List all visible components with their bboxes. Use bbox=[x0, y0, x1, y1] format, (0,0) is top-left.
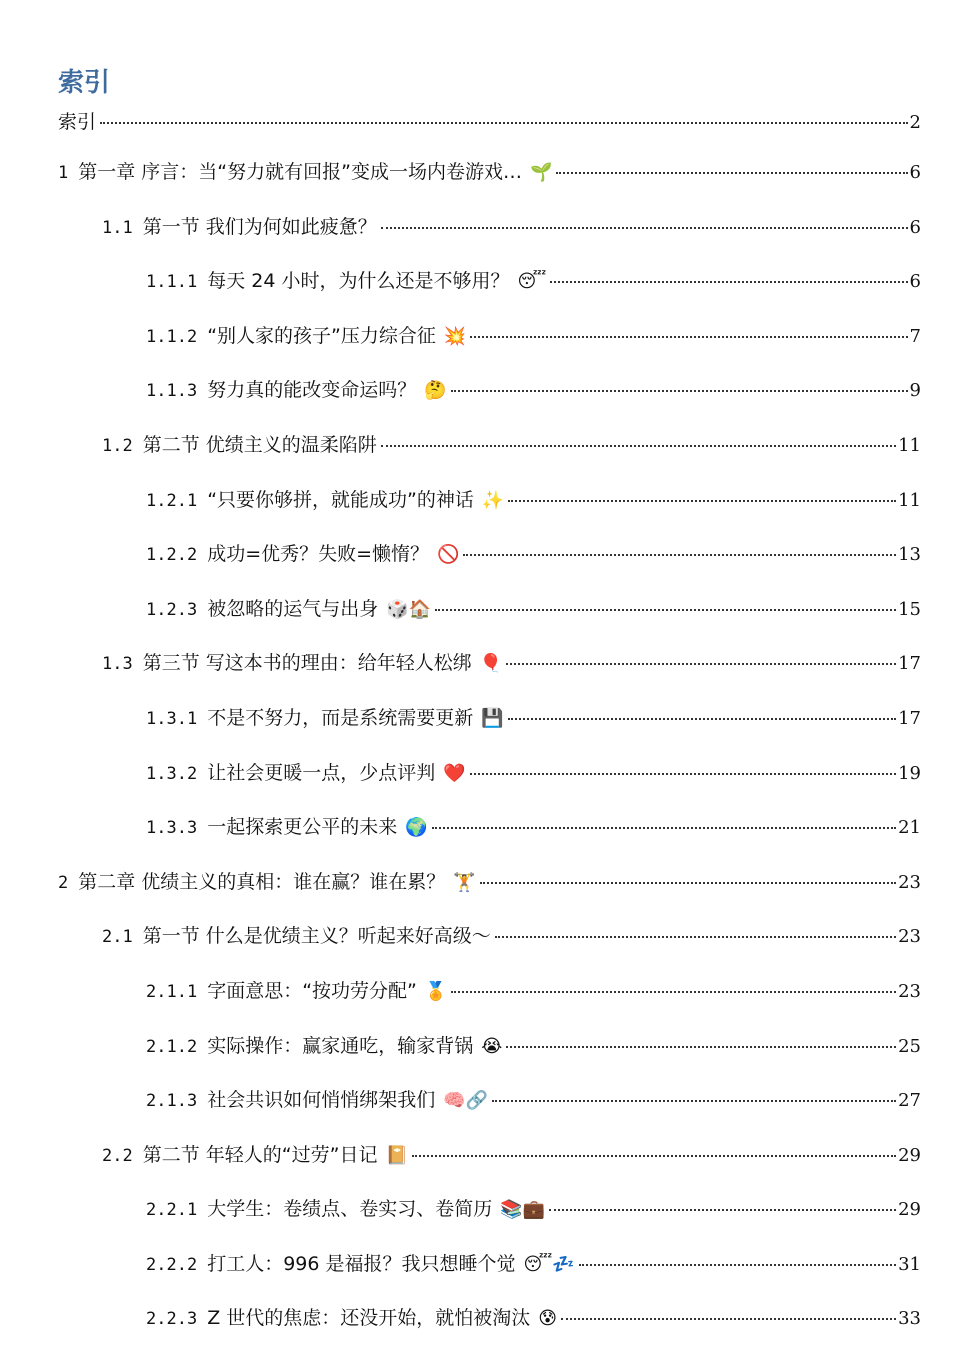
toc-entry-title: 第一章 序言：当“努力就有回报”变成一场内卷游戏… bbox=[78, 161, 522, 183]
toc-entry-number: 2.1.3 bbox=[146, 1091, 198, 1112]
toc-entry-number: 2.2.3 bbox=[146, 1309, 198, 1330]
toc-entry-title: 不是不努力，而是系统需要更新 bbox=[207, 706, 474, 729]
dot-leader bbox=[451, 990, 896, 993]
toc-entry-number: 2.1.2 bbox=[146, 1036, 198, 1057]
toc-entry[interactable] bbox=[0, 974, 979, 1029]
toc-entry-title: 成功=优秀？失败=懒惰？ bbox=[207, 543, 430, 566]
toc-entry-number: 1.1.2 bbox=[146, 326, 198, 347]
toc-entry-number: 1.1.1 bbox=[146, 272, 198, 293]
toc-entry-title: 每天 24 小时，为什么还是不够用？ bbox=[207, 270, 510, 293]
toc-entry[interactable] bbox=[0, 537, 979, 592]
toc-entry[interactable] bbox=[0, 428, 979, 483]
dot-leader bbox=[463, 553, 896, 556]
dot-leader bbox=[381, 444, 896, 447]
dot-leader bbox=[495, 935, 896, 938]
dot-leader bbox=[550, 280, 907, 283]
toc-entry-title: 努力真的能改变命运吗？ bbox=[207, 379, 417, 402]
dot-leader bbox=[381, 226, 908, 229]
toc-entry[interactable] bbox=[0, 701, 979, 756]
toc-entry[interactable] bbox=[0, 264, 979, 319]
toc-entry-title: 第二节 年轻人的“过劳”日记 bbox=[142, 1143, 378, 1166]
toc-entry[interactable] bbox=[0, 210, 979, 265]
dot-leader bbox=[470, 335, 907, 338]
dot-leader bbox=[100, 121, 908, 124]
toc-entry[interactable] bbox=[0, 1301, 979, 1356]
toc-entry-page: 25 bbox=[898, 1035, 921, 1057]
toc-entry-title: 第三节 写这本书的理由：给年轻人松绑 bbox=[142, 652, 472, 675]
toc-entry-number: 1.2.3 bbox=[146, 599, 198, 620]
dot-leader bbox=[435, 608, 896, 611]
toc-entry-page: 7 bbox=[909, 325, 921, 347]
dot-leader bbox=[432, 826, 896, 829]
toc-entry-number: 1.2 bbox=[102, 435, 133, 456]
dot-leader bbox=[480, 881, 896, 884]
toc-entry-page: 23 bbox=[898, 926, 921, 948]
dot-leader bbox=[508, 499, 896, 502]
toc-entry-title: 第一节 我们为何如此疲惫？ bbox=[142, 215, 377, 238]
toc-entry-title: 第二节 优绩主义的温柔陷阱 bbox=[142, 433, 377, 456]
toc-entry-page: 15 bbox=[898, 598, 921, 620]
toc-entry-title: 一起探索更公平的未来 bbox=[207, 816, 398, 839]
toc-entry[interactable] bbox=[0, 1247, 979, 1302]
toc-entry[interactable] bbox=[0, 592, 979, 647]
toc-entry-title: 社会共识如何悄悄绑架我们 bbox=[207, 1089, 436, 1112]
toc-entry-page: 9 bbox=[909, 380, 921, 402]
emoji-icon: 🎈 bbox=[479, 653, 503, 675]
toc-entry-number: 2.2.1 bbox=[146, 1200, 198, 1221]
toc-entry-page: 19 bbox=[898, 762, 921, 784]
toc-entry-number: 1 bbox=[58, 163, 69, 183]
emoji-icon: 💾 bbox=[481, 707, 504, 729]
toc-entry-number: 1.3 bbox=[102, 654, 133, 675]
toc-entry[interactable] bbox=[0, 919, 979, 974]
toc-entry-title: “别人家的孩子”压力综合征 bbox=[207, 324, 436, 347]
emoji-icon: 🌱 bbox=[529, 162, 553, 183]
toc-entry[interactable] bbox=[0, 319, 979, 374]
toc-entry-page: 6 bbox=[909, 162, 921, 183]
toc-entry-page: 29 bbox=[898, 1144, 921, 1166]
dot-leader bbox=[506, 662, 896, 665]
toc-entry-page: 2 bbox=[909, 112, 921, 133]
toc-entry-page: 21 bbox=[898, 817, 921, 839]
toc-entry-number: 2 bbox=[58, 872, 69, 893]
dot-leader bbox=[492, 1099, 896, 1102]
emoji-icon: ❤️ bbox=[443, 762, 466, 784]
toc-entry-number: 1.2.1 bbox=[146, 490, 198, 511]
toc-entry-number: 2.2 bbox=[102, 1145, 133, 1166]
emoji-icon: 💥 bbox=[443, 325, 467, 347]
dot-leader bbox=[470, 772, 896, 775]
toc-entry-page: 23 bbox=[898, 871, 921, 893]
dot-leader bbox=[561, 1317, 896, 1320]
emoji-icon: 📔 bbox=[385, 1144, 408, 1166]
emoji-icon: 😴💤 bbox=[523, 1253, 575, 1275]
toc-entry[interactable] bbox=[0, 483, 979, 538]
emoji-icon: 😰 bbox=[538, 1308, 558, 1330]
toc-entry-title: 第一节 什么是优绩主义？听起来好高级～ bbox=[142, 925, 491, 948]
toc-entry-title: 让社会更暖一点，少点评判 bbox=[207, 761, 436, 784]
toc-entry[interactable] bbox=[0, 1192, 979, 1247]
toc-entry-page: 27 bbox=[898, 1090, 921, 1112]
toc-entry-number: 2.1.1 bbox=[146, 981, 198, 1002]
toc-entry-title: 字面意思：“按功劳分配” bbox=[207, 979, 417, 1002]
toc-entry-page: 23 bbox=[898, 980, 921, 1002]
toc-entry[interactable] bbox=[0, 646, 979, 701]
dot-leader bbox=[412, 1154, 896, 1157]
emoji-icon: 😴 bbox=[517, 271, 547, 293]
dot-leader bbox=[508, 717, 896, 720]
toc-entry[interactable] bbox=[0, 155, 979, 210]
toc-entry-title: 大学生：卷绩点、卷实习、卷简历 bbox=[207, 1198, 493, 1221]
emoji-icon: 📚💼 bbox=[500, 1199, 546, 1221]
toc-entry-title: 打工人：996 是福报？我只想睡个觉 bbox=[207, 1252, 516, 1275]
toc-entry-number: 1.3.3 bbox=[146, 818, 198, 839]
emoji-icon: 🚫 bbox=[437, 544, 460, 566]
dot-leader bbox=[506, 1045, 896, 1048]
toc-entry-page: 13 bbox=[898, 544, 921, 566]
emoji-icon: 🤔 bbox=[424, 380, 447, 402]
toc-entry-number: 2.2.2 bbox=[146, 1254, 198, 1275]
toc-entry[interactable] bbox=[0, 105, 979, 155]
emoji-icon: ✨ bbox=[481, 489, 505, 511]
toc-entry-page: 17 bbox=[898, 653, 921, 675]
toc-entry-number: 1.2.2 bbox=[146, 545, 198, 566]
toc-entry-title: 索引 bbox=[58, 111, 97, 133]
toc-entry-number: 1.3.2 bbox=[146, 763, 198, 784]
table-of-contents bbox=[0, 105, 979, 1356]
toc-entry-page: 11 bbox=[898, 434, 921, 456]
toc-entry-page: 31 bbox=[898, 1253, 921, 1275]
toc-heading: 索引 bbox=[58, 68, 111, 98]
toc-entry-title: 被忽略的运气与出身 bbox=[207, 597, 379, 620]
toc-entry-title: 第二章 优绩主义的真相：谁在赢？谁在累？ bbox=[78, 870, 446, 893]
dot-leader bbox=[579, 1263, 896, 1266]
toc-entry-title: 实际操作：赢家通吃，输家背锅 bbox=[207, 1034, 474, 1057]
toc-entry-page: 6 bbox=[909, 216, 921, 238]
emoji-icon: 🏅 bbox=[424, 980, 448, 1002]
toc-entry-number: 1.1.3 bbox=[146, 381, 198, 402]
dot-leader bbox=[556, 171, 907, 174]
toc-entry-page: 29 bbox=[898, 1199, 921, 1221]
toc-entry[interactable] bbox=[0, 865, 979, 920]
emoji-icon: 🎲🏠 bbox=[386, 598, 432, 620]
toc-entry[interactable] bbox=[0, 810, 979, 865]
toc-entry-page: 17 bbox=[898, 707, 921, 729]
toc-entry-title: “只要你够拼，就能成功”的神话 bbox=[207, 488, 474, 511]
toc-entry[interactable] bbox=[0, 1029, 979, 1084]
toc-entry-number: 2.1 bbox=[102, 927, 133, 948]
toc-entry-number: 1.3.1 bbox=[146, 708, 198, 729]
toc-entry[interactable] bbox=[0, 1083, 979, 1138]
toc-entry-page: 6 bbox=[909, 271, 921, 293]
toc-entry[interactable] bbox=[0, 756, 979, 811]
emoji-icon: 🌍 bbox=[405, 817, 428, 839]
dot-leader bbox=[451, 389, 908, 392]
toc-entry-page: 33 bbox=[898, 1308, 921, 1330]
toc-entry[interactable] bbox=[0, 1138, 979, 1193]
toc-entry-title: Z 世代的焦虑：还没开始，就怕被淘汰 bbox=[207, 1307, 531, 1330]
emoji-icon: 🧠🔗 bbox=[443, 1090, 489, 1112]
toc-entry[interactable] bbox=[0, 373, 979, 428]
toc-entry-number: 1.1 bbox=[102, 217, 133, 238]
dot-leader bbox=[549, 1208, 896, 1211]
toc-entry-page: 11 bbox=[898, 489, 921, 511]
emoji-icon: 😭 bbox=[481, 1035, 503, 1057]
emoji-icon: 🏋 bbox=[453, 871, 476, 893]
